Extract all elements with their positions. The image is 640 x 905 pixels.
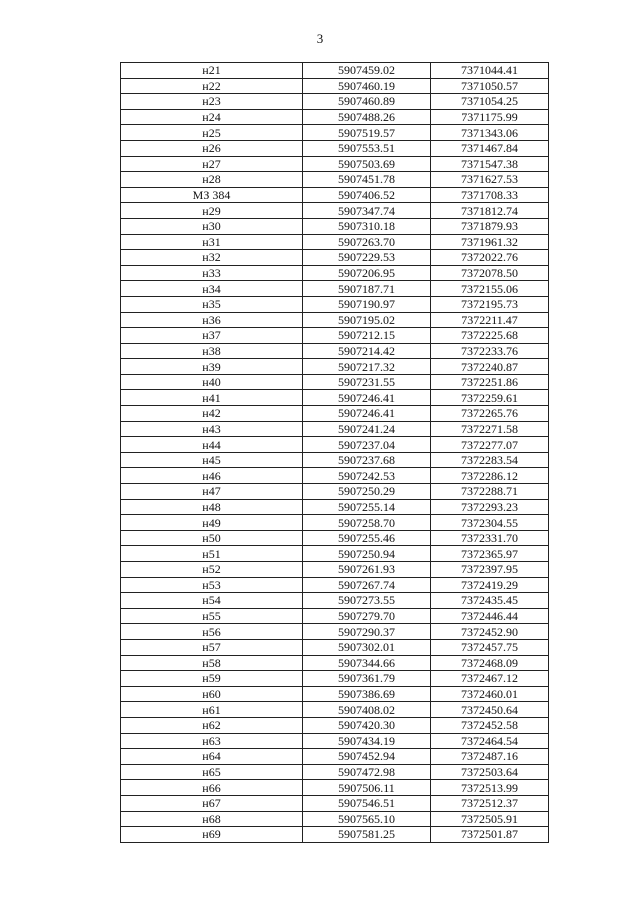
point-cell: н66	[121, 780, 303, 796]
y-coordinate-cell: 7372304.55	[431, 515, 549, 531]
table-row	[121, 94, 549, 110]
table-row	[121, 764, 549, 780]
y-coordinate-cell: 7372078.50	[431, 265, 549, 281]
y-coordinate-cell: 7372397.95	[431, 562, 549, 578]
y-coordinate-cell: 7371879.93	[431, 218, 549, 234]
point-cell: н62	[121, 717, 303, 733]
y-coordinate-cell: 7372277.07	[431, 437, 549, 453]
x-coordinate-cell: 5907347.74	[303, 203, 431, 219]
x-coordinate-cell: 5907231.55	[303, 374, 431, 390]
y-coordinate-cell: 7372446.44	[431, 608, 549, 624]
table-row	[121, 343, 549, 359]
point-cell: н31	[121, 234, 303, 250]
point-cell: н49	[121, 515, 303, 531]
table-row	[121, 749, 549, 765]
point-cell: н68	[121, 811, 303, 827]
y-coordinate-cell: 7372283.54	[431, 452, 549, 468]
coordinates-table-body	[121, 63, 549, 843]
table-row	[121, 328, 549, 344]
y-coordinate-cell: 7372288.71	[431, 484, 549, 500]
y-coordinate-cell: 7372435.45	[431, 593, 549, 609]
point-cell: н41	[121, 390, 303, 406]
y-coordinate-cell: 7372487.16	[431, 749, 549, 765]
x-coordinate-cell: 5907214.42	[303, 343, 431, 359]
point-cell: н44	[121, 437, 303, 453]
point-cell: н29	[121, 203, 303, 219]
point-cell: н45	[121, 452, 303, 468]
table-row	[121, 655, 549, 671]
y-coordinate-cell: 7372457.75	[431, 639, 549, 655]
table-row	[121, 624, 549, 640]
x-coordinate-cell: 5907255.46	[303, 530, 431, 546]
point-cell: н40	[121, 374, 303, 390]
x-coordinate-cell: 5907212.15	[303, 328, 431, 344]
x-coordinate-cell: 5907263.70	[303, 234, 431, 250]
point-cell: н48	[121, 499, 303, 515]
table-row	[121, 717, 549, 733]
x-coordinate-cell: 5907434.19	[303, 733, 431, 749]
coordinates-table	[120, 62, 549, 843]
table-row	[121, 78, 549, 94]
y-coordinate-cell: 7371050.57	[431, 78, 549, 94]
point-cell: н28	[121, 172, 303, 188]
x-coordinate-cell: 5907279.70	[303, 608, 431, 624]
y-coordinate-cell: 7372195.73	[431, 296, 549, 312]
x-coordinate-cell: 5907241.24	[303, 421, 431, 437]
table-row	[121, 733, 549, 749]
table-row	[121, 639, 549, 655]
point-cell: н43	[121, 421, 303, 437]
y-coordinate-cell: 7372293.23	[431, 499, 549, 515]
table-row	[121, 671, 549, 687]
y-coordinate-cell: 7371961.32	[431, 234, 549, 250]
table-row	[121, 156, 549, 172]
x-coordinate-cell: 5907267.74	[303, 577, 431, 593]
table-row	[121, 686, 549, 702]
point-cell: н47	[121, 484, 303, 500]
table-row	[121, 265, 549, 281]
y-coordinate-cell: 7372259.61	[431, 390, 549, 406]
x-coordinate-cell: 5907261.93	[303, 562, 431, 578]
point-cell: н58	[121, 655, 303, 671]
x-coordinate-cell: 5907420.30	[303, 717, 431, 733]
y-coordinate-cell: 7372513.99	[431, 780, 549, 796]
y-coordinate-cell: 7372240.87	[431, 359, 549, 375]
y-coordinate-cell: 7372419.29	[431, 577, 549, 593]
table-row	[121, 421, 549, 437]
point-cell: н38	[121, 343, 303, 359]
table-row	[121, 827, 549, 843]
x-coordinate-cell: 5907206.95	[303, 265, 431, 281]
y-coordinate-cell: 7372452.90	[431, 624, 549, 640]
x-coordinate-cell: 5907190.97	[303, 296, 431, 312]
y-coordinate-cell: 7372271.58	[431, 421, 549, 437]
table-row	[121, 515, 549, 531]
x-coordinate-cell: 5907546.51	[303, 795, 431, 811]
point-cell: н24	[121, 109, 303, 125]
x-coordinate-cell: 5907255.14	[303, 499, 431, 515]
table-row	[121, 499, 549, 515]
point-cell: н42	[121, 406, 303, 422]
point-cell: н59	[121, 671, 303, 687]
table-row	[121, 390, 549, 406]
point-cell: н69	[121, 827, 303, 843]
point-cell: н36	[121, 312, 303, 328]
table-row	[121, 109, 549, 125]
point-cell: н26	[121, 140, 303, 156]
x-coordinate-cell: 5907553.51	[303, 140, 431, 156]
point-cell: МЗ 384	[121, 187, 303, 203]
x-coordinate-cell: 5907246.41	[303, 390, 431, 406]
y-coordinate-cell: 7372467.12	[431, 671, 549, 687]
point-cell: н39	[121, 359, 303, 375]
x-coordinate-cell: 5907459.02	[303, 63, 431, 79]
x-coordinate-cell: 5907451.78	[303, 172, 431, 188]
point-cell: н53	[121, 577, 303, 593]
x-coordinate-cell: 5907187.71	[303, 281, 431, 297]
table-row	[121, 63, 549, 79]
table-row	[121, 312, 549, 328]
point-cell: н32	[121, 250, 303, 266]
x-coordinate-cell: 5907258.70	[303, 515, 431, 531]
x-coordinate-cell: 5907246.41	[303, 406, 431, 422]
x-coordinate-cell: 5907406.52	[303, 187, 431, 203]
x-coordinate-cell: 5907250.94	[303, 546, 431, 562]
point-cell: н67	[121, 795, 303, 811]
point-cell: н57	[121, 639, 303, 655]
point-cell: н37	[121, 328, 303, 344]
table-row	[121, 437, 549, 453]
x-coordinate-cell: 5907386.69	[303, 686, 431, 702]
y-coordinate-cell: 7371547.38	[431, 156, 549, 172]
x-coordinate-cell: 5907408.02	[303, 702, 431, 718]
table-row	[121, 562, 549, 578]
table-row	[121, 452, 549, 468]
y-coordinate-cell: 7371343.06	[431, 125, 549, 141]
x-coordinate-cell: 5907581.25	[303, 827, 431, 843]
table-row	[121, 187, 549, 203]
point-cell: н65	[121, 764, 303, 780]
y-coordinate-cell: 7372452.58	[431, 717, 549, 733]
point-cell: н22	[121, 78, 303, 94]
point-cell: н27	[121, 156, 303, 172]
x-coordinate-cell: 5907519.57	[303, 125, 431, 141]
y-coordinate-cell: 7372512.37	[431, 795, 549, 811]
table-row	[121, 172, 549, 188]
table-row	[121, 296, 549, 312]
table-row	[121, 468, 549, 484]
point-cell: н60	[121, 686, 303, 702]
y-coordinate-cell: 7371467.84	[431, 140, 549, 156]
x-coordinate-cell: 5907250.29	[303, 484, 431, 500]
table-row	[121, 250, 549, 266]
x-coordinate-cell: 5907217.32	[303, 359, 431, 375]
y-coordinate-cell: 7372460.01	[431, 686, 549, 702]
table-row	[121, 125, 549, 141]
table-row	[121, 203, 549, 219]
point-cell: н64	[121, 749, 303, 765]
y-coordinate-cell: 7372503.64	[431, 764, 549, 780]
y-coordinate-cell: 7372505.91	[431, 811, 549, 827]
point-cell: н51	[121, 546, 303, 562]
x-coordinate-cell: 5907229.53	[303, 250, 431, 266]
x-coordinate-cell: 5907506.11	[303, 780, 431, 796]
x-coordinate-cell: 5907488.26	[303, 109, 431, 125]
table-row	[121, 780, 549, 796]
table-row	[121, 577, 549, 593]
y-coordinate-cell: 7372155.06	[431, 281, 549, 297]
x-coordinate-cell: 5907237.68	[303, 452, 431, 468]
table-row	[121, 811, 549, 827]
y-coordinate-cell: 7371812.74	[431, 203, 549, 219]
x-coordinate-cell: 5907273.55	[303, 593, 431, 609]
y-coordinate-cell: 7372501.87	[431, 827, 549, 843]
y-coordinate-cell: 7372251.86	[431, 374, 549, 390]
y-coordinate-cell: 7372365.97	[431, 546, 549, 562]
y-coordinate-cell: 7371175.99	[431, 109, 549, 125]
point-cell: н56	[121, 624, 303, 640]
x-coordinate-cell: 5907302.01	[303, 639, 431, 655]
y-coordinate-cell: 7372225.68	[431, 328, 549, 344]
table-row	[121, 546, 549, 562]
x-coordinate-cell: 5907472.98	[303, 764, 431, 780]
y-coordinate-cell: 7372331.70	[431, 530, 549, 546]
y-coordinate-cell: 7372022.76	[431, 250, 549, 266]
y-coordinate-cell: 7372286.12	[431, 468, 549, 484]
table-row	[121, 281, 549, 297]
page-number: 3	[316, 31, 324, 46]
point-cell: н50	[121, 530, 303, 546]
x-coordinate-cell: 5907242.53	[303, 468, 431, 484]
x-coordinate-cell: 5907452.94	[303, 749, 431, 765]
x-coordinate-cell: 5907344.66	[303, 655, 431, 671]
table-row	[121, 234, 549, 250]
x-coordinate-cell: 5907195.02	[303, 312, 431, 328]
y-coordinate-cell: 7371054.25	[431, 94, 549, 110]
table-row	[121, 140, 549, 156]
y-coordinate-cell: 7371627.53	[431, 172, 549, 188]
y-coordinate-cell: 7372211.47	[431, 312, 549, 328]
table-row	[121, 530, 549, 546]
x-coordinate-cell: 5907237.04	[303, 437, 431, 453]
y-coordinate-cell: 7372464.54	[431, 733, 549, 749]
point-cell: н61	[121, 702, 303, 718]
table-row	[121, 374, 549, 390]
table-row	[121, 593, 549, 609]
x-coordinate-cell: 5907460.19	[303, 78, 431, 94]
point-cell: н23	[121, 94, 303, 110]
table-row	[121, 359, 549, 375]
table-row	[121, 795, 549, 811]
point-cell: н52	[121, 562, 303, 578]
point-cell: н21	[121, 63, 303, 79]
x-coordinate-cell: 5907565.10	[303, 811, 431, 827]
point-cell: н54	[121, 593, 303, 609]
table-row	[121, 218, 549, 234]
y-coordinate-cell: 7372468.09	[431, 655, 549, 671]
point-cell: н35	[121, 296, 303, 312]
y-coordinate-cell: 7371708.33	[431, 187, 549, 203]
y-coordinate-cell: 7372233.76	[431, 343, 549, 359]
y-coordinate-cell: 7371044.41	[431, 63, 549, 79]
x-coordinate-cell: 5907503.69	[303, 156, 431, 172]
x-coordinate-cell: 5907310.18	[303, 218, 431, 234]
x-coordinate-cell: 5907460.89	[303, 94, 431, 110]
point-cell: н30	[121, 218, 303, 234]
point-cell: н34	[121, 281, 303, 297]
y-coordinate-cell: 7372450.64	[431, 702, 549, 718]
x-coordinate-cell: 5907290.37	[303, 624, 431, 640]
point-cell: н25	[121, 125, 303, 141]
x-coordinate-cell: 5907361.79	[303, 671, 431, 687]
table-row	[121, 702, 549, 718]
point-cell: н46	[121, 468, 303, 484]
point-cell: н33	[121, 265, 303, 281]
table-row	[121, 484, 549, 500]
y-coordinate-cell: 7372265.76	[431, 406, 549, 422]
point-cell: н55	[121, 608, 303, 624]
table-row	[121, 608, 549, 624]
table-row	[121, 406, 549, 422]
point-cell: н63	[121, 733, 303, 749]
